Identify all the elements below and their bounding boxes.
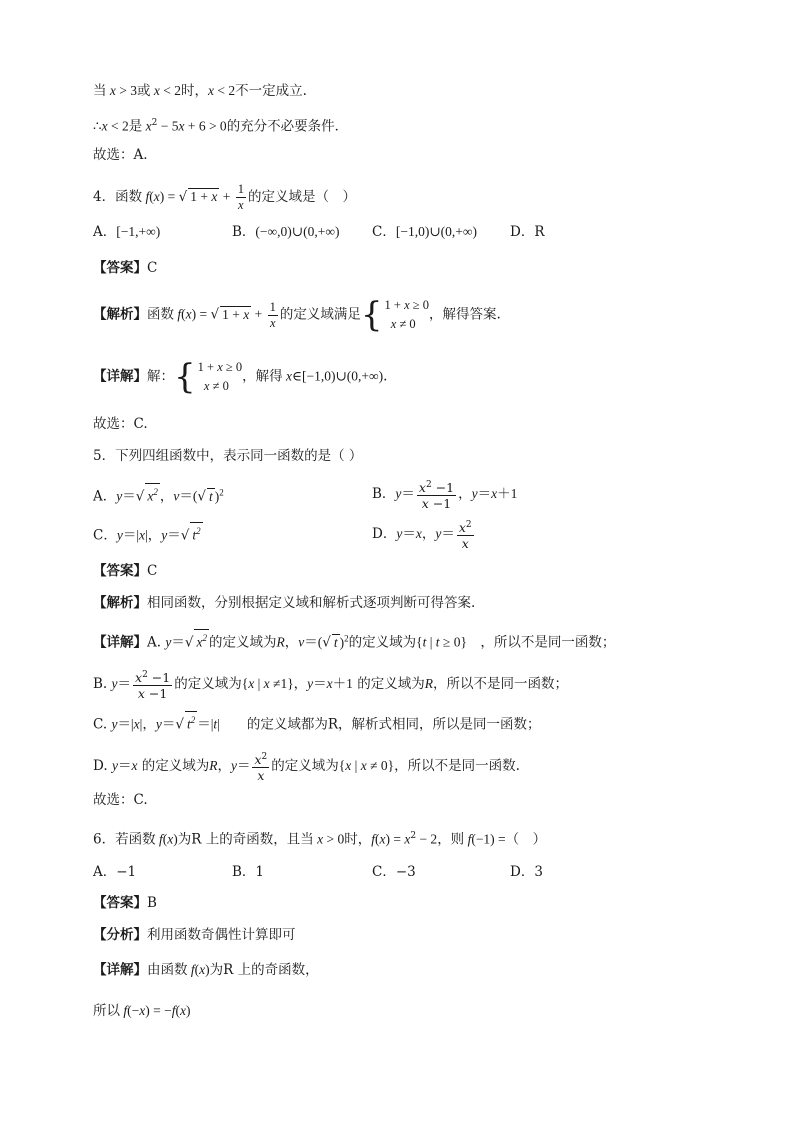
- q6-option-d: D．3: [510, 864, 543, 880]
- q6-option-a: A．−1: [93, 864, 137, 880]
- q6-option-b: B．1: [232, 864, 265, 880]
- q5-option-b: B．y＝ $\frac{x^2 -1}{x -1}$ ，y＝x＋1: [372, 480, 518, 512]
- q5-option-d: D．y＝x，y＝ $\frac{x^2}{x}$: [372, 520, 472, 552]
- q6-last: 所以 f(−x) = −f(x): [93, 1003, 191, 1019]
- q5-detail-b: B. y＝ $\frac{x^2 -1}{x -1}$ 的定义域为{x | x ≠1}，y＝x＋1 的定义域为R，所以不是同一函数；: [93, 670, 568, 702]
- q4-option-a: A．[−1,+∞): [93, 224, 161, 240]
- q4-stem: 4．函数 f(x) = √ 1 + x + $\frac{1}{x}$ 的定义域是（ ）: [93, 182, 356, 212]
- q4-analysis: 【解析】函数 f(x) = √ 1 + x + $\frac{1}{x}$ 的定义域满足{ 1 + x ≥ 0 x ≠ 0 ，解得答案.: [93, 295, 501, 335]
- q6-fenxi: 【分析】利用函数奇偶性计算即可: [93, 927, 296, 943]
- q4-option-b: B．(−∞,0)∪(0,+∞): [232, 224, 340, 240]
- q4-choose: 故选：C.: [93, 416, 148, 432]
- q4-answer: 【答案】C: [93, 260, 158, 276]
- q5-detail-a: 【详解】A. y＝√ $x^2$ 的定义域为R，v＝(√ t )$^2$的定义域为{t | t ≥ 0} ，所以不是同一函数；: [93, 628, 615, 653]
- q4-detail: 【详解】解：{ 1 + x ≥ 0 x ≠ 0 ，解得 x∈[−1,0)∪(0,+∞).: [93, 357, 388, 397]
- q5-option-c: C．y＝|x|，y＝√ $t^2$: [93, 522, 203, 546]
- prev-choose: 故选：A.: [93, 147, 148, 163]
- q5-choose: 故选：C.: [93, 792, 148, 808]
- prev-line-1: 当 x > 3或 x < 2时，x < 2不一定成立.: [93, 83, 307, 99]
- q6-answer: 【答案】B: [93, 895, 157, 911]
- q5-stem: 5．下列四组函数中，表示同一函数的是（ ）: [93, 448, 363, 464]
- q5-answer: 【答案】C: [93, 563, 158, 579]
- q4-option-d: D．R: [510, 224, 545, 240]
- q6-option-c: C．−3: [372, 864, 416, 880]
- q5-detail-d: D. y＝x 的定义域为R，y＝ $\frac{x^2}{x}$ 的定义域为{x | x ≠ 0}，所以不是同一函数.: [93, 752, 520, 784]
- q5-option-a: A．y＝√ $x^2$ ，v＝(√ t )$^2$: [93, 482, 224, 507]
- q6-stem: 6．若函数 f(x)为R 上的奇函数，且当 x > 0时，$f(x) = x^2 - 2$，则 f(−1) =（ ）: [93, 831, 547, 848]
- q6-detail: 【详解】由函数 f(x)为R 上的奇函数，: [93, 962, 319, 978]
- q4-option-c: C．[−1,0)∪(0,+∞): [372, 224, 477, 240]
- q5-detail-c: C. y＝|x|，y＝√ $t^2 =|t|$ 的定义域都为R，解析式相同，所以是同一函数；: [93, 711, 541, 735]
- q5-analysis: 【解析】相同函数，分别根据定义域和解析式逐项判断可得答案.: [93, 595, 476, 611]
- prev-line-2: ∴x < 2是 $x^2 - 5x + 6 > 0$的充分不必要条件．: [93, 118, 349, 135]
